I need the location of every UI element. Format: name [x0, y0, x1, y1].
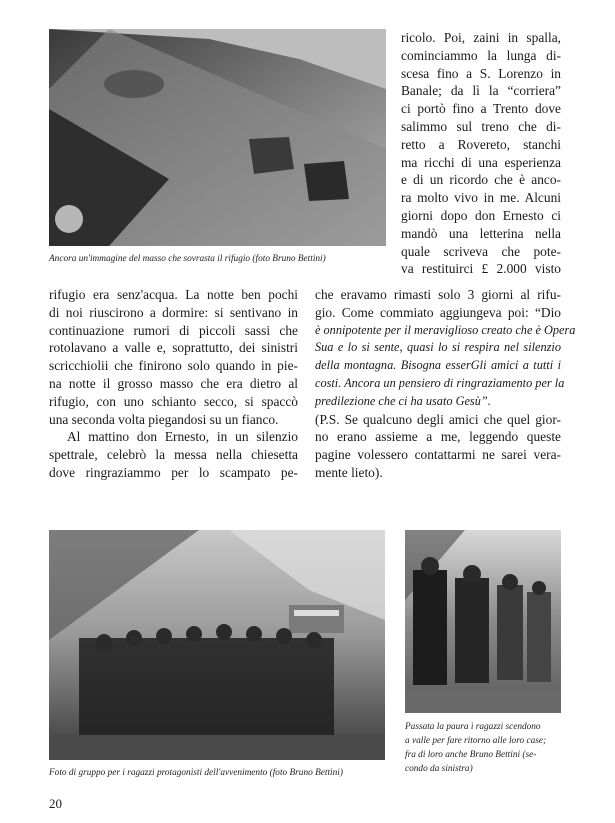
- text-line: e di un ricordo che è anco-: [401, 172, 561, 188]
- quote-line: è onnipotente per il meraviglioso creato che è Opera: [315, 322, 576, 337]
- text-line: continuazione rumori di piccoli sassi che: [49, 322, 298, 338]
- caption-line: a valle per fare ritorno alle loro case;: [405, 736, 547, 746]
- text-line: pagine volessero contattarmi ne sarei vera-: [315, 447, 561, 463]
- text-line: scricchiolii che finirono solo quando in pie-: [49, 358, 298, 374]
- text-line: ma ricchi di una esperienza: [401, 154, 561, 170]
- text-line: che eravamo rimasti solo 3 giorni al rifu-: [315, 287, 561, 302]
- text-line: salimmo sul treno che di-: [401, 118, 561, 134]
- text-line: rotolavano a valle e, soprattutto, dei sinistri: [49, 340, 298, 356]
- text-line: (P.S. Se qualcuno degli amici che quel gior-: [315, 411, 561, 427]
- photo-group: [49, 530, 385, 760]
- caption-boys-photo: [405, 720, 567, 776]
- quote-line: costi. Ancora un pensiero di ringraziamento per la: [315, 375, 565, 390]
- text-line: scesa fino a S. Lorenzo in: [401, 65, 561, 81]
- text-line: cominciammo la lunga di-: [401, 47, 561, 63]
- page-number: 20: [49, 796, 62, 811]
- right-column-bottom: [315, 286, 576, 482]
- text-line: mandò una letterina nella: [401, 225, 561, 241]
- caption-line: condo da sinistra): [405, 764, 473, 774]
- photo-boulder-over-refuge: [49, 29, 386, 246]
- quote-line: della montagna. Bisogna esserGli amici a tutti i: [315, 358, 561, 373]
- caption-line: fra di loro anche Bruno Bettini (se-: [405, 750, 537, 760]
- text-line: mente lieto).: [315, 464, 383, 480]
- text-line: gio. Come commiato aggiungeva poi: “Dio: [315, 304, 561, 320]
- text-line: una seconda volta piegandosi su un fianco.: [49, 411, 279, 427]
- right-column-top: [401, 29, 561, 278]
- text-line: Banale; da lì la “corriera”: [401, 83, 561, 99]
- quote-line: predilezione che ci ha usato Gesù”.: [315, 393, 491, 408]
- caption-top-photo: Ancora un'immagine del masso che sovrasta il rifugio (foto Bruno Bettini): [49, 254, 326, 264]
- text-line: quale scriveva che pote-: [401, 243, 561, 259]
- text-line: rifugio, con uno schianto secco, si spaccò: [49, 393, 298, 409]
- text-line: ra molto vivo in me. Alcuni: [401, 190, 561, 206]
- quote-line: Sua e lo si sente, quasi lo si respira nel silenzio: [315, 340, 561, 355]
- photo-boys-descending: [405, 530, 561, 713]
- text-line: va restituirci £ 2.000 visto: [401, 261, 561, 277]
- text-line: dove ringraziammo per lo scampato pe-: [49, 464, 298, 480]
- caption-line: Passata la paura i ragazzi scendono: [405, 722, 541, 732]
- text-line: na notte il grosso masso che era dietro al: [49, 375, 298, 391]
- text-line: ci portò fino a Trento dove: [401, 101, 561, 117]
- text-line: ricolo. Poi, zaini in spalla,: [401, 30, 561, 45]
- text-line: di noi riuscirono a dormire: si sentivano in: [49, 304, 298, 320]
- text-line: Al mattino don Ernesto, in un silenzio: [67, 429, 298, 445]
- text-line: retto a Rovereto, stanchi: [401, 136, 561, 152]
- text-line: spettrale, celebrò la messa nella chiesetta: [49, 447, 298, 463]
- left-column: [49, 286, 298, 482]
- text-line: rifugio era senz'acqua. La notte ben pochi: [49, 287, 298, 302]
- caption-group-photo: Foto di gruppo per i ragazzi protagonisti dell'avvenimento (foto Bruno Bettini): [49, 768, 343, 778]
- text-line: giorni dopo don Ernesto ci: [401, 207, 561, 223]
- text-line: no erano assieme a me, leggendo queste: [315, 429, 561, 445]
